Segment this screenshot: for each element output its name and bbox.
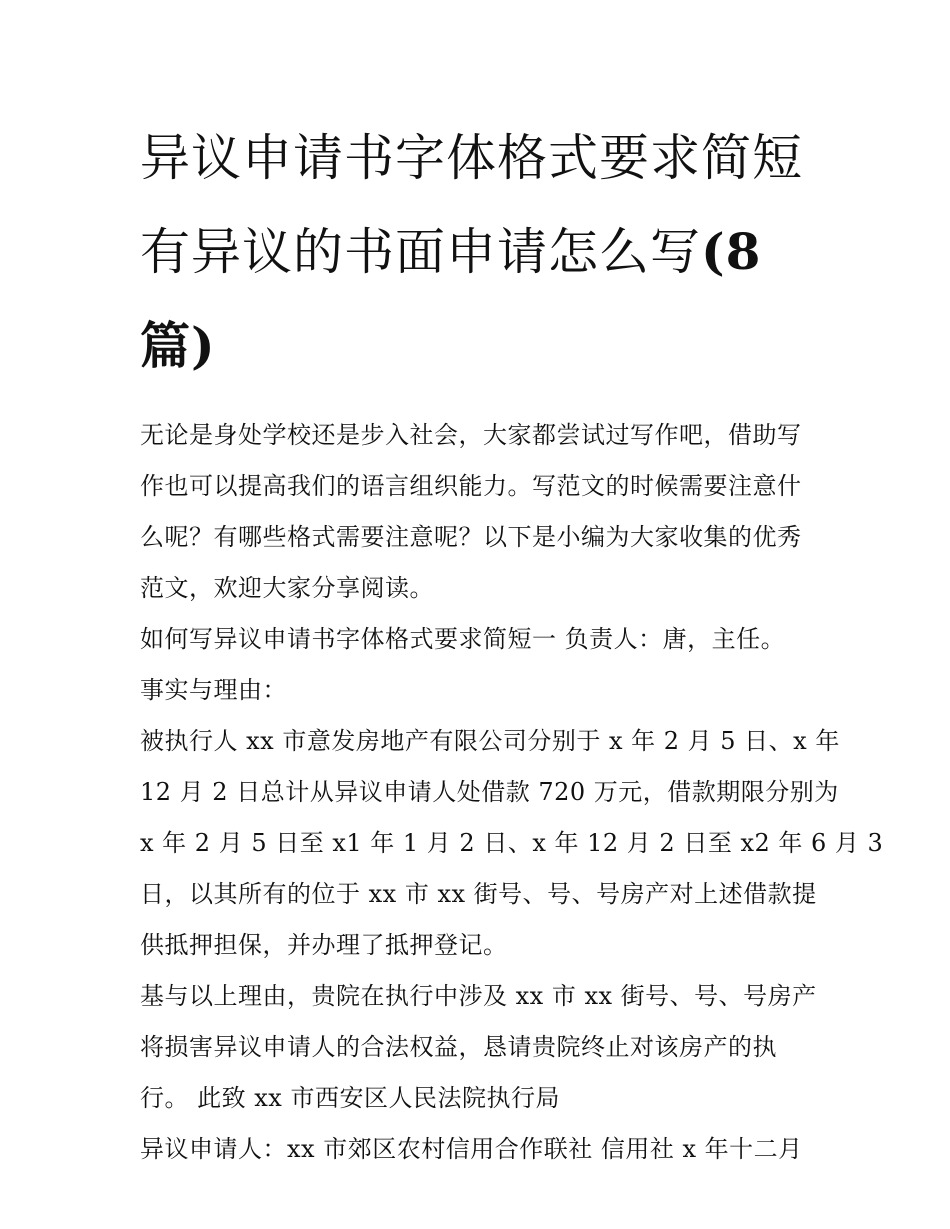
text-line: 日，以其所有的位于 xx 市 xx 街号、号、号房产对上述借款提 [140,880,817,908]
title-line [140,205,800,299]
text-line: 异议申请人：xx 市郊区农村信用合作联社 信用社 x 年十二月 [140,1135,803,1163]
title-line: 异议申请书字体格式要求简短 [140,129,803,187]
document-title [140,112,803,392]
facts-paragraph [140,716,884,971]
text-line: x 年 2 月 5 日至 x1 年 1 月 2 日、x 年 12 月 2 日至 x2 年 6 月 3 [140,829,884,857]
title-count: (8 [701,222,762,281]
text-line: 将损害异议申请人的合法权益，恳请贵院终止对该房产的执 [140,1033,777,1061]
section-heading-paragraph [140,614,815,665]
text-line: 作也可以提高我们的语言组织能力。写范文的时候需要注意什 [140,472,802,500]
title-line-text: 有异议的书面申请怎么写 [140,223,701,281]
request-paragraph [140,971,815,1124]
facts-label-paragraph [140,665,815,716]
signature-paragraph [140,1124,815,1175]
text-line: 范文，欢迎大家分享阅读。 [140,574,434,602]
text-line: 事实与理由： [140,676,287,704]
text-line: 无论是身处学校还是步入社会，大家都尝试过写作吧，借助写 [140,421,802,449]
text-line: 被执行人 xx 市意发房地产有限公司分别于 x 年 2 月 5 日、x 年 [140,727,840,755]
title-line: 篇) [140,316,216,375]
intro-paragraph [140,410,815,614]
document-body [140,410,884,1175]
document-page [140,112,884,1175]
text-line: 基与以上理由，贵院在执行中涉及 xx 市 xx 街号、号、号房产 [140,982,817,1010]
text-line: 行。 此致 xx 市西安区人民法院执行局 [140,1084,560,1112]
text-line: 如何写异议申请书字体格式要求简短一 负责人：唐，主任。 [140,625,786,653]
text-line: 12 月 2 日总计从异议申请人处借款 720 万元，借款期限分别为 [140,778,839,806]
text-line: 么呢？有哪些格式需要注意呢？以下是小编为大家收集的优秀 [140,523,802,551]
text-line: 供抵押担保，并办理了抵押登记。 [140,931,508,959]
